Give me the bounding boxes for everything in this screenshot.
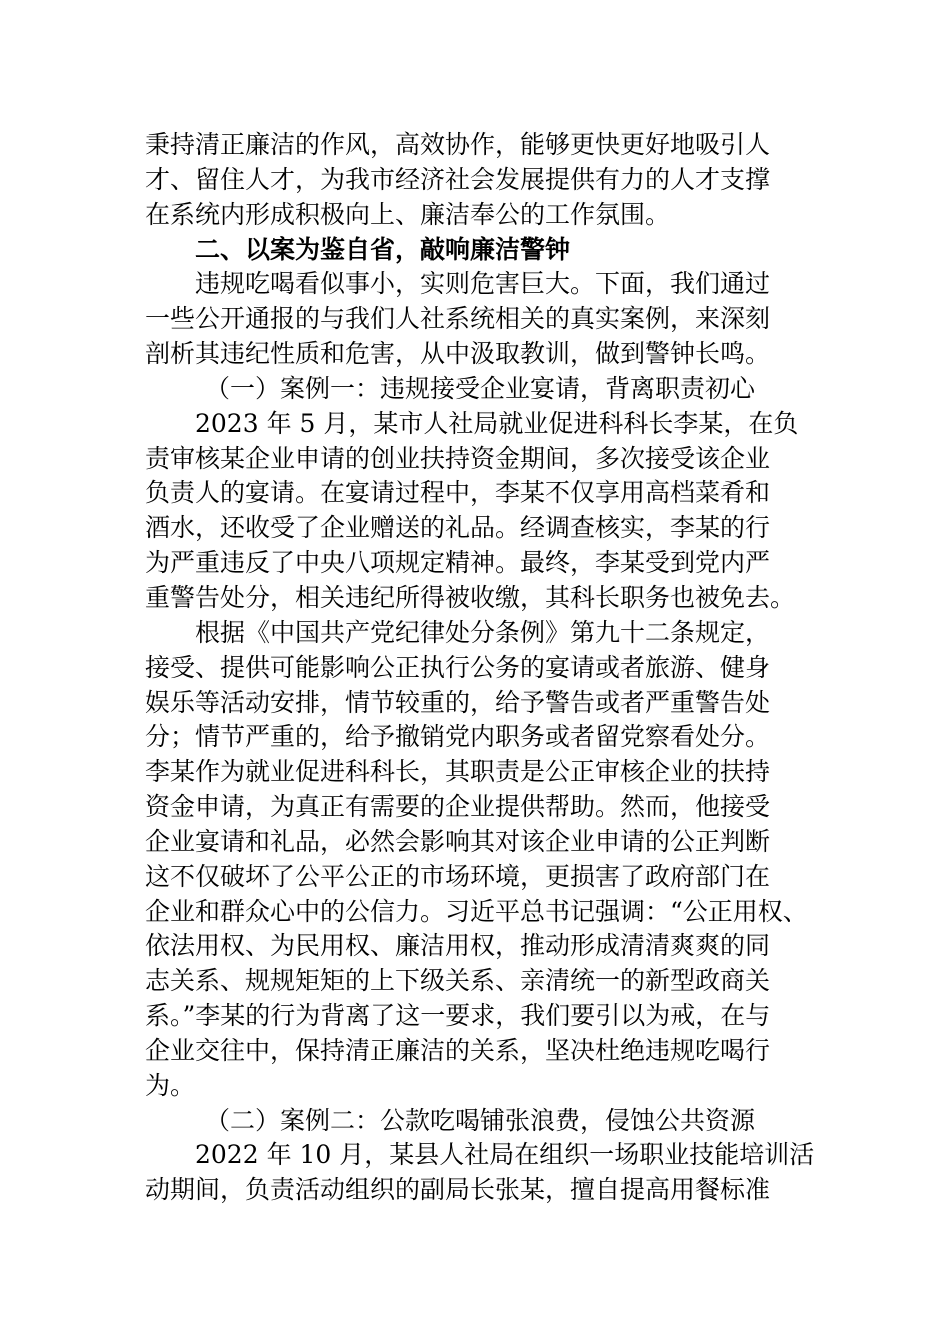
text-line: 企业宴请和礼品，必然会影响其对该企业申请的公正判断 — [145, 826, 771, 856]
text-line: 依法用权、为民用权、廉洁用权，推动形成清清爽爽的同 — [145, 931, 771, 961]
text-line: 娱乐等活动安排，情节较重的，给予警告或者严重警告处 — [145, 687, 771, 717]
section-heading: 二、以案为鉴自省，敲响廉洁警钟 — [195, 234, 571, 264]
text-line: 李某作为就业促进科科长，其职责是公正审核企业的扶持 — [145, 757, 771, 787]
text-line: 企业交往中，保持清正廉洁的关系，坚决杜绝违规吃喝行 — [145, 1035, 771, 1065]
case-heading: （二）案例二：公款吃喝铺张浪费，侵蚀公共资源 — [205, 1105, 756, 1135]
text-line: 资金申请，为真正有需要的企业提供帮助。然而，他接受 — [145, 792, 771, 822]
text-line: 为严重违反了中央八项规定精神。最终，李某受到党内严 — [145, 548, 771, 578]
text-line: 接受、提供可能影响公正执行公务的宴请或者旅游、健身 — [145, 652, 771, 682]
text-line: 系。”李某的行为背离了这一要求，我们要引以为戒，在与 — [145, 1001, 771, 1031]
text-line: 志关系、规规矩矩的上下级关系、亲清统一的新型政商关 — [145, 966, 771, 996]
text-line: 责审核某企业申请的创业扶持资金期间，多次接受该企业 — [145, 443, 771, 473]
text-line: 负责人的宴请。在宴请过程中，李某不仅享用高档菜肴和 — [145, 478, 771, 508]
text-line: 在系统内形成积极向上、廉洁奉公的工作氛围。 — [145, 199, 671, 229]
text-line: 根据《中国共产党纪律处分条例》第九十二条规定， — [195, 617, 771, 647]
text-line: 才、留住人才，为我市经济社会发展提供有力的人才支撑 — [145, 164, 771, 194]
text-line: 这不仅破坏了公平公正的市场环境，更损害了政府部门在 — [145, 861, 771, 891]
text-line: 酒水，还收受了企业赠送的礼品。经调查核实，李某的行 — [145, 513, 771, 543]
text-line: 动期间，负责活动组织的副局长张某，擅自提高用餐标准 — [145, 1175, 771, 1205]
body-text — [145, 128, 815, 1208]
text-line: 2022 年 10 月，某县人社局在组织一场职业技能培训活 — [195, 1140, 815, 1170]
text-line: 2023 年 5 月，某市人社局就业促进科科长李某，在负 — [195, 408, 799, 438]
text-line: 重警告处分，相关违纪所得被收缴，其科长职务也被免去。 — [145, 582, 796, 612]
text-line: 一些公开通报的与我们人社系统相关的真实案例，来深刻 — [145, 304, 771, 334]
text-line: 分；情节严重的，给予撤销党内职务或者留党察看处分。 — [145, 722, 771, 752]
text-line: 为。 — [145, 1070, 196, 1100]
text-line: 违规吃喝看似事小，实则危害巨大。下面，我们通过 — [195, 269, 771, 299]
case-heading: （一）案例一：违规接受企业宴请，背离职责初心 — [205, 373, 756, 403]
text-line: 企业和群众心中的公信力。习近平总书记强调：“公正用权、 — [145, 896, 808, 926]
text-line: 秉持清正廉洁的作风，高效协作，能够更快更好地吸引人 — [145, 130, 771, 159]
text-line: 剖析其违纪性质和危害，从中汲取教训，做到警钟长鸣。 — [145, 339, 771, 369]
